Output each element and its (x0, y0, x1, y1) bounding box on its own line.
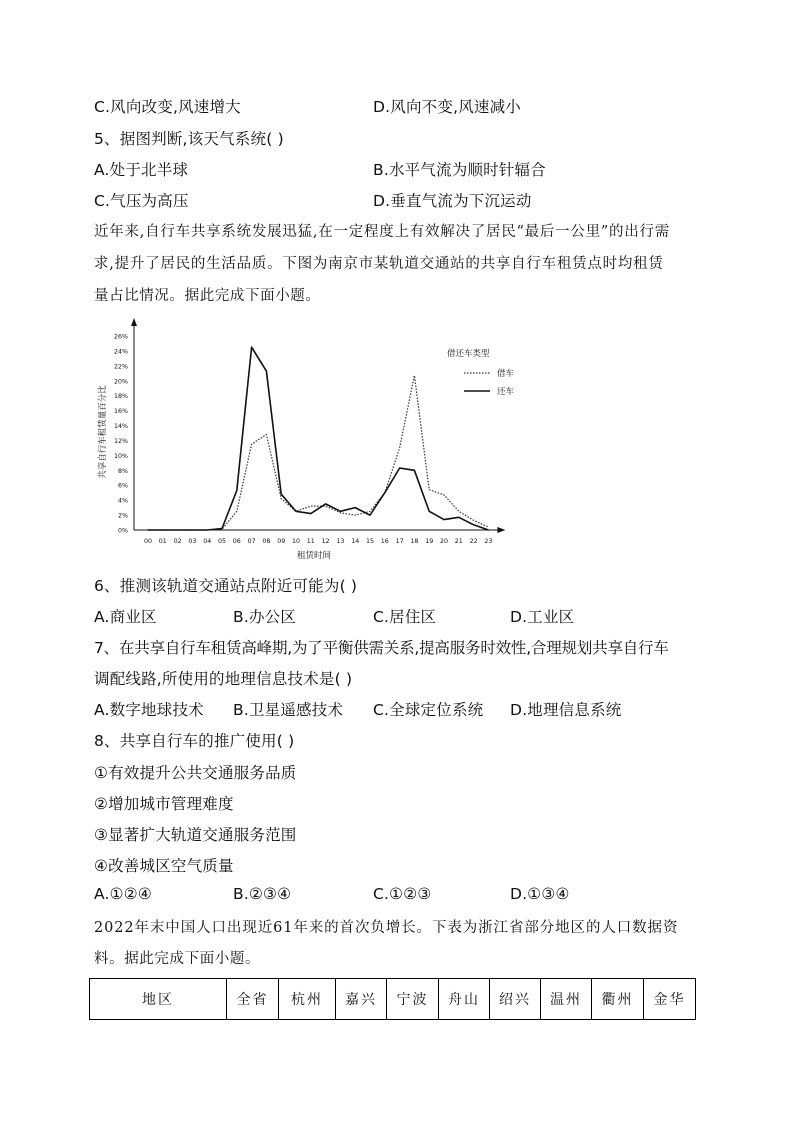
passage2-line-2: 料。据此完成下面小题。 (94, 951, 261, 967)
table-header-cell: 杭州 (279, 979, 336, 1020)
q7-stem-line-1: 7、在共享自行车租赁高峰期,为了平衡供需关系,提高服务时效性,合理规划共享自行车 (94, 639, 669, 657)
y-tick-label: 4% (118, 497, 128, 505)
q5-option-c: C.气压为高压 (94, 192, 189, 210)
legend-title: 借还车类型 (447, 349, 490, 359)
x-tick-label: 23 (484, 538, 493, 545)
q8-option-d: D.①③④ (510, 885, 570, 903)
q6-option-a: A.商业区 (94, 608, 157, 626)
series-line-borrow (148, 376, 488, 531)
x-tick-label: 21 (454, 538, 463, 545)
q5-option-d: D.垂直气流为下沉运动 (373, 192, 532, 210)
x-tick-label: 11 (306, 538, 315, 545)
passage1-line-3: 量占比情况。据此完成下面小题。 (94, 288, 321, 304)
x-tick-label: 10 (291, 538, 301, 545)
legend-label-return: 还车 (497, 387, 515, 397)
x-tick-label: 18 (410, 538, 419, 545)
y-tick-label: 20% (114, 378, 128, 386)
q6-option-c: C.居住区 (373, 608, 437, 626)
table-header-cell: 衢州 (592, 979, 644, 1020)
x-tick-label: 16 (380, 538, 389, 545)
y-tick-label: 26% (114, 333, 128, 341)
x-tick-label: 08 (262, 538, 271, 545)
q7-option-b: B.卫星遥感技术 (233, 701, 344, 719)
passage2-line-1: 2022年末中国人口出现近61年来的首次负增长。下表为浙江省部分地区的人口数据资 (94, 920, 679, 936)
q8-stem: 8、共享自行车的推广使用( ) (94, 732, 295, 750)
y-tick-label: 24% (114, 348, 128, 356)
x-tick-label: 07 (247, 538, 256, 545)
q5-stem: 5、据图判断,该天气系统( ) (94, 130, 284, 148)
q4-option-c: C.风向改变,风速增大 (94, 98, 241, 116)
y-tick-label: 10% (114, 452, 128, 460)
table-header-cell: 嘉兴 (336, 979, 387, 1020)
x-axis-label: 租赁时间 (296, 551, 332, 561)
y-tick-label: 0% (118, 527, 128, 535)
x-tick-label: 19 (425, 538, 434, 545)
x-tick-label: 17 (395, 538, 404, 545)
passage1-line-1: 近年来,自行车共享系统发展迅猛,在一定程度上有效解决了居民“最后一公里”的出行需 (94, 224, 671, 240)
table-header-cell: 金华 (644, 979, 696, 1020)
y-tick-label: 12% (114, 437, 128, 445)
table-header-cell: 舟山 (439, 979, 490, 1020)
x-tick-label: 02 (173, 538, 182, 545)
table-header-cell: 绍兴 (490, 979, 541, 1020)
q8-option-c: C.①②③ (373, 885, 432, 903)
x-tick-label: 03 (188, 538, 197, 545)
q7-option-c: C.全球定位系统 (373, 701, 484, 719)
q8-item-4: ④改善城区空气质量 (94, 857, 234, 875)
table-header-cell: 温州 (541, 979, 592, 1020)
y-tick-label: 18% (114, 393, 128, 401)
q8-item-2: ②增加城市管理难度 (94, 795, 234, 813)
x-tick-label: 01 (158, 538, 167, 545)
y-tick-label: 16% (114, 408, 128, 416)
y-tick-label: 22% (114, 363, 128, 371)
x-tick-label: 15 (365, 538, 375, 545)
y-axis-arrow (131, 318, 137, 326)
q5-option-b: B.水平气流为顺时针辐合 (373, 161, 546, 179)
x-tick-label: 22 (469, 538, 478, 545)
passage1-line-2: 求,提升了居民的生活品质。下图为南京市某轨道交通站的共享自行车租赁点时均租赁 (94, 256, 664, 272)
x-tick-label: 12 (321, 538, 330, 545)
x-tick-label: 13 (336, 538, 345, 545)
q4-option-d: D.风向不变,风速减小 (373, 98, 521, 116)
legend-label-borrow: 借车 (497, 369, 515, 379)
x-tick-label: 06 (232, 538, 241, 545)
q8-option-a: A.①②④ (94, 885, 152, 903)
table-header-cell: 宁波 (387, 979, 439, 1020)
q5-option-a: A.处于北半球 (94, 161, 189, 179)
x-tick-label: 00 (143, 538, 153, 545)
population-table (89, 978, 696, 1020)
table-header-row (90, 979, 696, 1020)
x-tick-label: 20 (439, 538, 449, 545)
q7-option-d: D.地理信息系统 (510, 701, 622, 719)
x-tick-label: 05 (217, 538, 227, 545)
series-line-return (148, 347, 488, 530)
q8-item-3: ③显著扩大轨道交通服务范围 (94, 826, 297, 844)
q7-option-a: A.数字地球技术 (94, 701, 204, 719)
table-header-cell: 全省 (227, 979, 279, 1020)
q8-item-1: ①有效提升公共交通服务品质 (94, 764, 297, 782)
q6-stem: 6、推测该轨道交通站点附近可能为( ) (94, 577, 358, 595)
rental-share-line-chart (90, 318, 520, 566)
x-tick-label: 14 (351, 538, 360, 545)
y-tick-label: 8% (118, 467, 128, 475)
q8-option-b: B.②③④ (233, 885, 292, 903)
y-tick-label: 14% (114, 423, 128, 431)
x-tick-label: 09 (277, 538, 286, 545)
table-header-cell: 地区 (90, 979, 227, 1020)
q7-stem-line-2: 调配线路,所使用的地理信息技术是( ) (94, 670, 353, 688)
x-tick-label: 04 (203, 538, 212, 545)
y-axis-label: 共享自行车租赁量百分比 (98, 385, 108, 479)
q6-option-d: D.工业区 (510, 608, 575, 626)
x-axis-arrow (497, 527, 505, 533)
q6-option-b: B.办公区 (233, 608, 297, 626)
y-tick-label: 2% (118, 512, 128, 520)
y-tick-label: 6% (118, 482, 128, 490)
